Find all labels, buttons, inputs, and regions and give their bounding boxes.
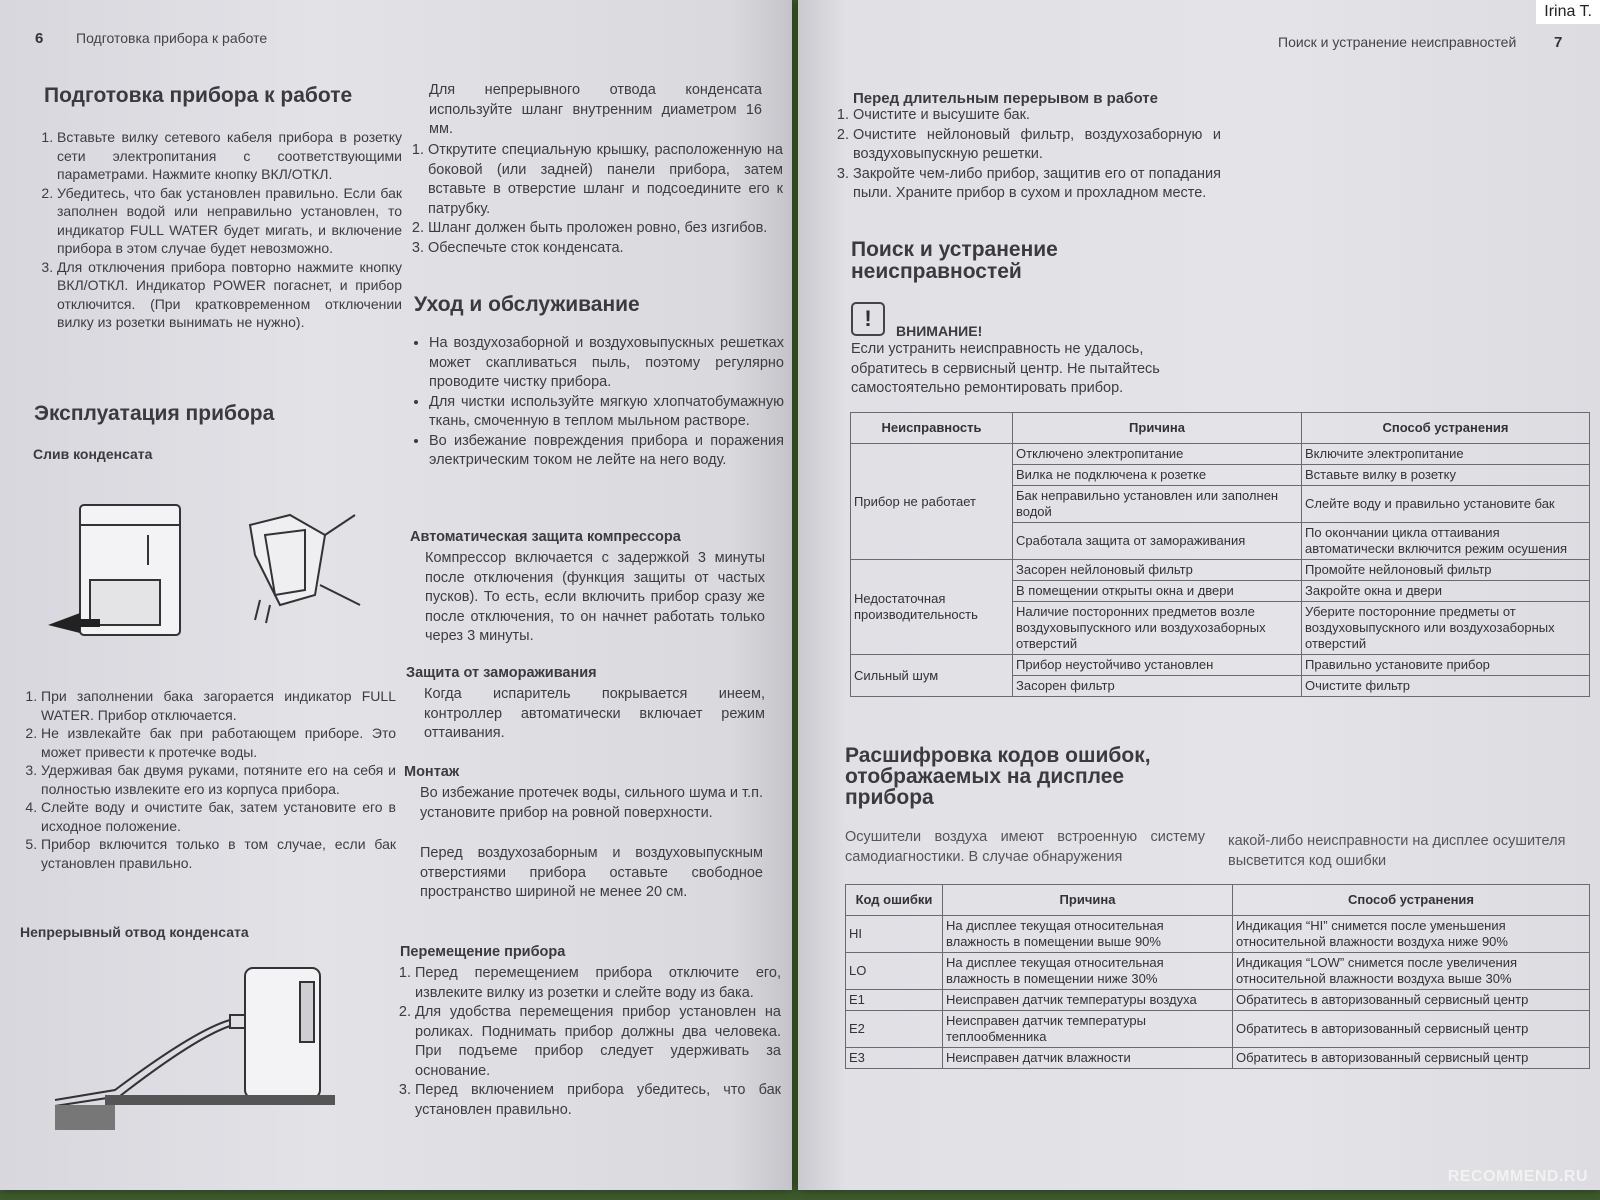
drain-list	[24, 687, 396, 872]
fault-cell: Прибор не работает	[851, 444, 1013, 560]
fix-cell: Индикация “LOW” снимется после увеличения относительной влажности воздуха выше 30%	[1233, 953, 1590, 990]
list-item: 1. Очистите и высушите бак.	[853, 106, 1221, 126]
freeze-title: Защита от замораживания	[406, 665, 597, 681]
header-cell: Способ устранения	[1302, 413, 1590, 444]
list-item: 1. Вставьте вилку сетевого кабеля прибора в розетку сети электропитания с соответствующими параметрами. Нажмите кнопку ВКЛ/ОТКЛ.	[57, 128, 402, 184]
list-item: • На воздухозаборной и воздуховыпускных решетках может скапливаться пыль, поэтому регулярно проводите чистку прибора.	[429, 334, 784, 393]
page-number: 7	[1554, 34, 1563, 51]
hose-drain-illustration	[45, 960, 345, 1135]
error-codes-table	[845, 884, 1590, 1069]
user-badge: Irina T.	[1536, 0, 1600, 24]
left-page	[0, 0, 792, 1190]
fix-cell: Индикация “HI” снимется после уменьшения относительной влажности воздуха ниже 90%	[1233, 916, 1590, 953]
right-page	[798, 0, 1600, 1190]
codes-intro-b: какой-либо неисправности на дисплее осушителя высветится код ошибки	[1228, 833, 1566, 869]
codes-title-line: отображаемых на дисплее	[845, 765, 1125, 788]
cause-cell: На дисплее текущая относительная влажность в помещении ниже 30%	[943, 953, 1233, 990]
fix-cell: Очистите фильтр	[1302, 676, 1590, 697]
move-title: Перемещение прибора	[400, 944, 566, 960]
codes-title	[845, 745, 1151, 808]
table-row	[846, 953, 1590, 990]
header-cell: Причина	[943, 885, 1233, 916]
list-item: 2. Убедитесь, что бак установлен правильно. Если бак заполнен водой или неправильно установлен, то индикатор FULL WATER будет мигать, и включение прибора в этом случае будет невозможно.	[57, 184, 402, 258]
table-row	[846, 916, 1590, 953]
compressor-title: Автоматическая защита компрессора	[410, 529, 681, 545]
fault-cell: Недостаточная производительность	[851, 560, 1013, 655]
cause-cell: В помещении открыты окна и двери	[1013, 581, 1302, 602]
fix-cell: Закройте окна и двери	[1302, 581, 1590, 602]
table-row	[851, 444, 1590, 465]
care-title: Уход и обслуживание	[414, 293, 640, 316]
cause-cell: Неисправен датчик влажности	[943, 1048, 1233, 1069]
watermark-logo: RECOMMEND.RU	[1447, 1168, 1588, 1185]
fix-cell: Вставьте вилку в розетку	[1302, 465, 1590, 486]
fix-cell: Слейте воду и правильно установите бак	[1302, 486, 1590, 523]
cause-cell: Вилка не подключена к розетке	[1013, 465, 1302, 486]
care-list	[412, 334, 784, 471]
cause-cell: Засорен фильтр	[1013, 676, 1302, 697]
fix-cell: Промойте нейлоновый фильтр	[1302, 560, 1590, 581]
troubleshooting-table	[850, 412, 1590, 697]
codes-title-line: Расшифровка кодов ошибок,	[845, 744, 1151, 767]
cause-cell: Засорен нейлоновый фильтр	[1013, 560, 1302, 581]
cause-cell: Неисправен датчик температуры теплообменника	[943, 1011, 1233, 1048]
list-item: 2. Не извлекайте бак при работающем приборе. Это может привести к протечке воды.	[41, 724, 396, 761]
compressor-text: Компрессор включается с задержкой 3 минуты после отключения (функция защиты от частых пусков). То есть, если включить прибор сразу же после отключения, то он начнет работать только через 3 минуты.	[425, 550, 765, 644]
header-cell: Причина	[1013, 413, 1302, 444]
table-row	[846, 1048, 1590, 1069]
mount-text-2: Перед воздухозаборным и воздуховыпускным отверстиями прибора оставьте свободное пространство шириной не менее 20 см.	[420, 845, 763, 900]
table-row	[851, 655, 1590, 676]
list-item: 2. Для удобства перемещения прибор установлен на роликах. Поднимать прибор должны два человека. При подъеме прибор следует удерживать за основание.	[415, 1003, 781, 1081]
cause-cell: Бак неправильно установлен или заполнен водой	[1013, 486, 1302, 523]
cause-cell: Сработала защита от замораживания	[1013, 523, 1302, 560]
prep-list	[40, 128, 402, 332]
trouble-title-line: неисправностей	[851, 260, 1022, 283]
fix-cell: По окончании цикла оттаивания автоматически включится режим осушения	[1302, 523, 1590, 560]
list-item: • Во избежание повреждения прибора и поражения электрическим током не лейте на него воду.	[429, 432, 784, 471]
fix-cell: Включите электропитание	[1302, 444, 1590, 465]
list-item: 3. Перед включением прибора убедитесь, что бак установлен правильно.	[415, 1081, 781, 1120]
warning-icon: !	[851, 302, 885, 336]
operation-title: Эксплуатация прибора	[34, 402, 275, 425]
fix-cell: Уберите посторонние предметы от воздуховыпускного или воздухозаборных отверстий	[1302, 602, 1590, 655]
cause-cell: На дисплее текущая относительная влажность в помещении выше 90%	[943, 916, 1233, 953]
list-item: 5. Прибор включится только в том случае, если бак установлен правильно.	[41, 835, 396, 872]
list-item: 3. Закройте чем-либо прибор, защитив его от попадания пыли. Храните прибор в сухом и прохладном месте.	[853, 165, 1221, 204]
table-row	[851, 560, 1590, 581]
break-title: Перед длительным перерывом в работе	[853, 90, 1158, 107]
list-item: 2. Очистите нейлоновый фильтр, воздухозаборную и воздуховыпускную решетки.	[853, 126, 1221, 165]
trouble-title-line: Поиск и устранение	[851, 238, 1058, 261]
list-item: • Для чистки используйте мягкую хлопчатобумажную ткань, смоченную в теплом мыльном растворе.	[429, 393, 784, 432]
codes-title-line: прибора	[845, 786, 934, 809]
prep-title: Подготовка прибора к работе	[44, 84, 353, 107]
header-cell: Способ устранения	[1233, 885, 1590, 916]
codes-intro-a: Осушители воздуха имеют встроенную систему самодиагностики. В случае обнаружения	[845, 829, 1205, 865]
running-head: Подготовка прибора к работе	[76, 30, 268, 46]
list-item: 3. Обеспечьте сток конденсата.	[428, 239, 783, 259]
cause-cell: Наличие посторонних предметов возле воздуховыпускного или воздухозаборных отверстий	[1013, 602, 1302, 655]
fault-cell: Сильный шум	[851, 655, 1013, 697]
col2-list	[411, 141, 783, 258]
warning-label: ВНИМАНИЕ!	[896, 323, 983, 339]
code-cell: LO	[846, 953, 943, 990]
col2-intro: Для непрерывного отвода конденсата используйте шланг внутренним диаметром 16 мм.	[429, 82, 762, 137]
list-item: 2. Шланг должен быть проложен ровно, без изгибов.	[428, 219, 783, 239]
code-cell: E1	[846, 990, 943, 1011]
trouble-title	[851, 239, 1058, 283]
warning-text: Если устранить неисправность не удалось, обратитесь в сервисный центр. Не пытайтесь самостоятельно ремонтировать прибор.	[851, 341, 1160, 396]
mount-title: Монтаж	[404, 764, 460, 780]
cause-cell: Неисправен датчик температуры воздуха	[943, 990, 1233, 1011]
list-item: 1. При заполнении бака загорается индикатор FULL WATER. Прибор отключается.	[41, 687, 396, 724]
code-cell: E3	[846, 1048, 943, 1069]
fix-cell: Правильно установите прибор	[1302, 655, 1590, 676]
cause-cell: Прибор неустойчиво установлен	[1013, 655, 1302, 676]
header-cell: Неисправность	[851, 413, 1013, 444]
fix-cell: Обратитесь в авторизованный сервисный центр	[1233, 990, 1590, 1011]
code-cell: E2	[846, 1011, 943, 1048]
running-head: Поиск и устранение неисправностей	[1278, 34, 1517, 50]
fix-cell: Обратитесь в авторизованный сервисный центр	[1233, 1048, 1590, 1069]
mount-text-1: Во избежание протечек воды, сильного шума и т.п. установите прибор на ровной поверхности.	[420, 785, 763, 821]
header-cell: Код ошибки	[846, 885, 943, 916]
freeze-text: Когда испаритель покрывается инеем, контроллер автоматически включает режим оттаивания.	[424, 686, 765, 741]
drain-title: Слив конденсата	[33, 446, 153, 462]
list-item: 1. Перед перемещением прибора отключите его, извлеките вилку из розетки и слейте воду из бака.	[415, 964, 781, 1003]
cause-cell: Отключено электропитание	[1013, 444, 1302, 465]
continuous-title: Непрерывный отвод конденсата	[20, 924, 249, 940]
page-number: 6	[35, 30, 44, 47]
table-row	[846, 1011, 1590, 1048]
list-item: 3. Для отключения прибора повторно нажмите кнопку ВКЛ/ОТКЛ. Индикатор POWER погаснет, и прибор отключится. (При кратковременном отключении вилку из розетки вынимать не нужно).	[57, 258, 402, 332]
list-item: 3. Удерживая бак двумя руками, потяните его на себя и полностью извлеките его из корпуса прибора.	[41, 761, 396, 798]
move-list	[398, 964, 781, 1120]
tank-removal-illustration	[40, 495, 370, 655]
code-cell: HI	[846, 916, 943, 953]
break-list	[836, 106, 1221, 204]
fix-cell: Обратитесь в авторизованный сервисный центр	[1233, 1011, 1590, 1048]
list-item: 1. Открутите специальную крышку, расположенную на боковой (или задней) панели прибора, затем вставьте в отверстие шланг и подсоедините его к патрубку.	[428, 141, 783, 219]
list-item: 4. Слейте воду и очистите бак, затем установите его в исходное положение.	[41, 798, 396, 835]
table-row	[846, 990, 1590, 1011]
